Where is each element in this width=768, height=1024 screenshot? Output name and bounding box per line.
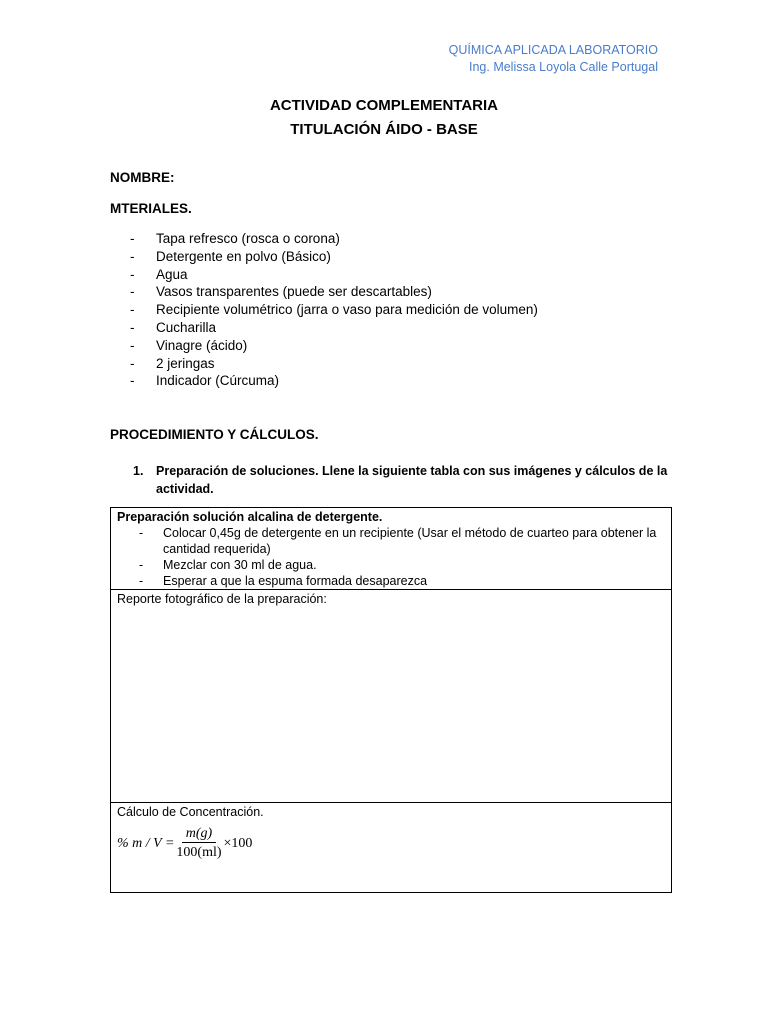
list-item: - Tapa refresco (rosca o corona) (130, 231, 340, 246)
list-dash: - (130, 373, 135, 389)
step-number: 1. (133, 464, 144, 478)
formula-numerator: m(g) (182, 825, 216, 843)
list-dash: - (130, 248, 135, 264)
course-name: QUÍMICA APLICADA LABORATORIO (448, 43, 658, 57)
concentration-cell[interactable] (111, 803, 671, 892)
list-dash: - (130, 266, 135, 282)
photo-report-cell[interactable] (111, 590, 671, 803)
list-dash: - (130, 231, 135, 246)
list-dash: - (139, 558, 144, 572)
procedure-heading: PROCEDIMIENTO Y CÁLCULOS. (110, 427, 319, 442)
title-line-1: ACTIVIDAD COMPLEMENTARIA (269, 97, 499, 114)
preparation-table (110, 507, 672, 893)
formula-denominator: 100(ml) (176, 845, 222, 860)
list-dash: - (139, 574, 144, 588)
list-dash: - (130, 337, 135, 353)
list-item: - Recipiente volumétrico (jarra o vaso para medición de volumen) (130, 302, 538, 318)
document-header (449, 42, 658, 76)
photo-report-label: Reporte fotográfico de la preparación: (117, 592, 327, 606)
list-dash: - (139, 526, 144, 540)
list-item: - 2 jeringas (130, 355, 215, 371)
document-title (0, 94, 768, 142)
list-dash: - (130, 302, 135, 318)
concentration-formula (117, 825, 252, 862)
list-item: - Cucharilla (130, 319, 217, 335)
step-text: Preparación de soluciones. Llene la siguiente tabla con sus imágenes y cálculos de la actividad. (156, 464, 668, 496)
instructor-name: Ing. Melissa Loyola Calle Portugal (469, 60, 658, 74)
formula-fraction (176, 825, 221, 862)
list-dash: - (130, 319, 135, 335)
materials-list (130, 230, 538, 390)
step-1 (133, 462, 668, 498)
materials-heading: MTERIALES. (110, 201, 192, 216)
list-item: - Mezclar con 30 ml de agua. (139, 558, 317, 572)
preparation-cell (111, 508, 671, 590)
list-item: - Agua (130, 266, 188, 282)
title-line-2: TITULACIÓN ÁIDO - BASE (290, 121, 478, 138)
formula-multiplier: ×100 (223, 835, 253, 851)
list-dash: - (130, 284, 135, 300)
list-item: - Detergente en polvo (Básico) (130, 248, 331, 264)
concentration-label: Cálculo de Concentración. (117, 805, 264, 819)
list-item: - Colocar 0,45g de detergente en un recipiente (Usar el método de cuarteo para obtener la cantidad requerida) (139, 526, 657, 556)
name-label: NOMBRE: (110, 170, 175, 185)
list-item: - Vasos transparentes (puede ser descartables) (130, 284, 432, 300)
preparation-title: Preparación solución alcalina de detergente. (117, 510, 383, 524)
list-item: - Esperar a que la espuma formada desaparezca (139, 574, 428, 588)
list-item: - Vinagre (ácido) (130, 337, 248, 353)
formula-lhs: % m / V = (117, 835, 175, 851)
list-item: - Indicador (Cúrcuma) (130, 373, 280, 389)
preparation-steps (117, 525, 665, 589)
list-dash: - (130, 355, 135, 371)
